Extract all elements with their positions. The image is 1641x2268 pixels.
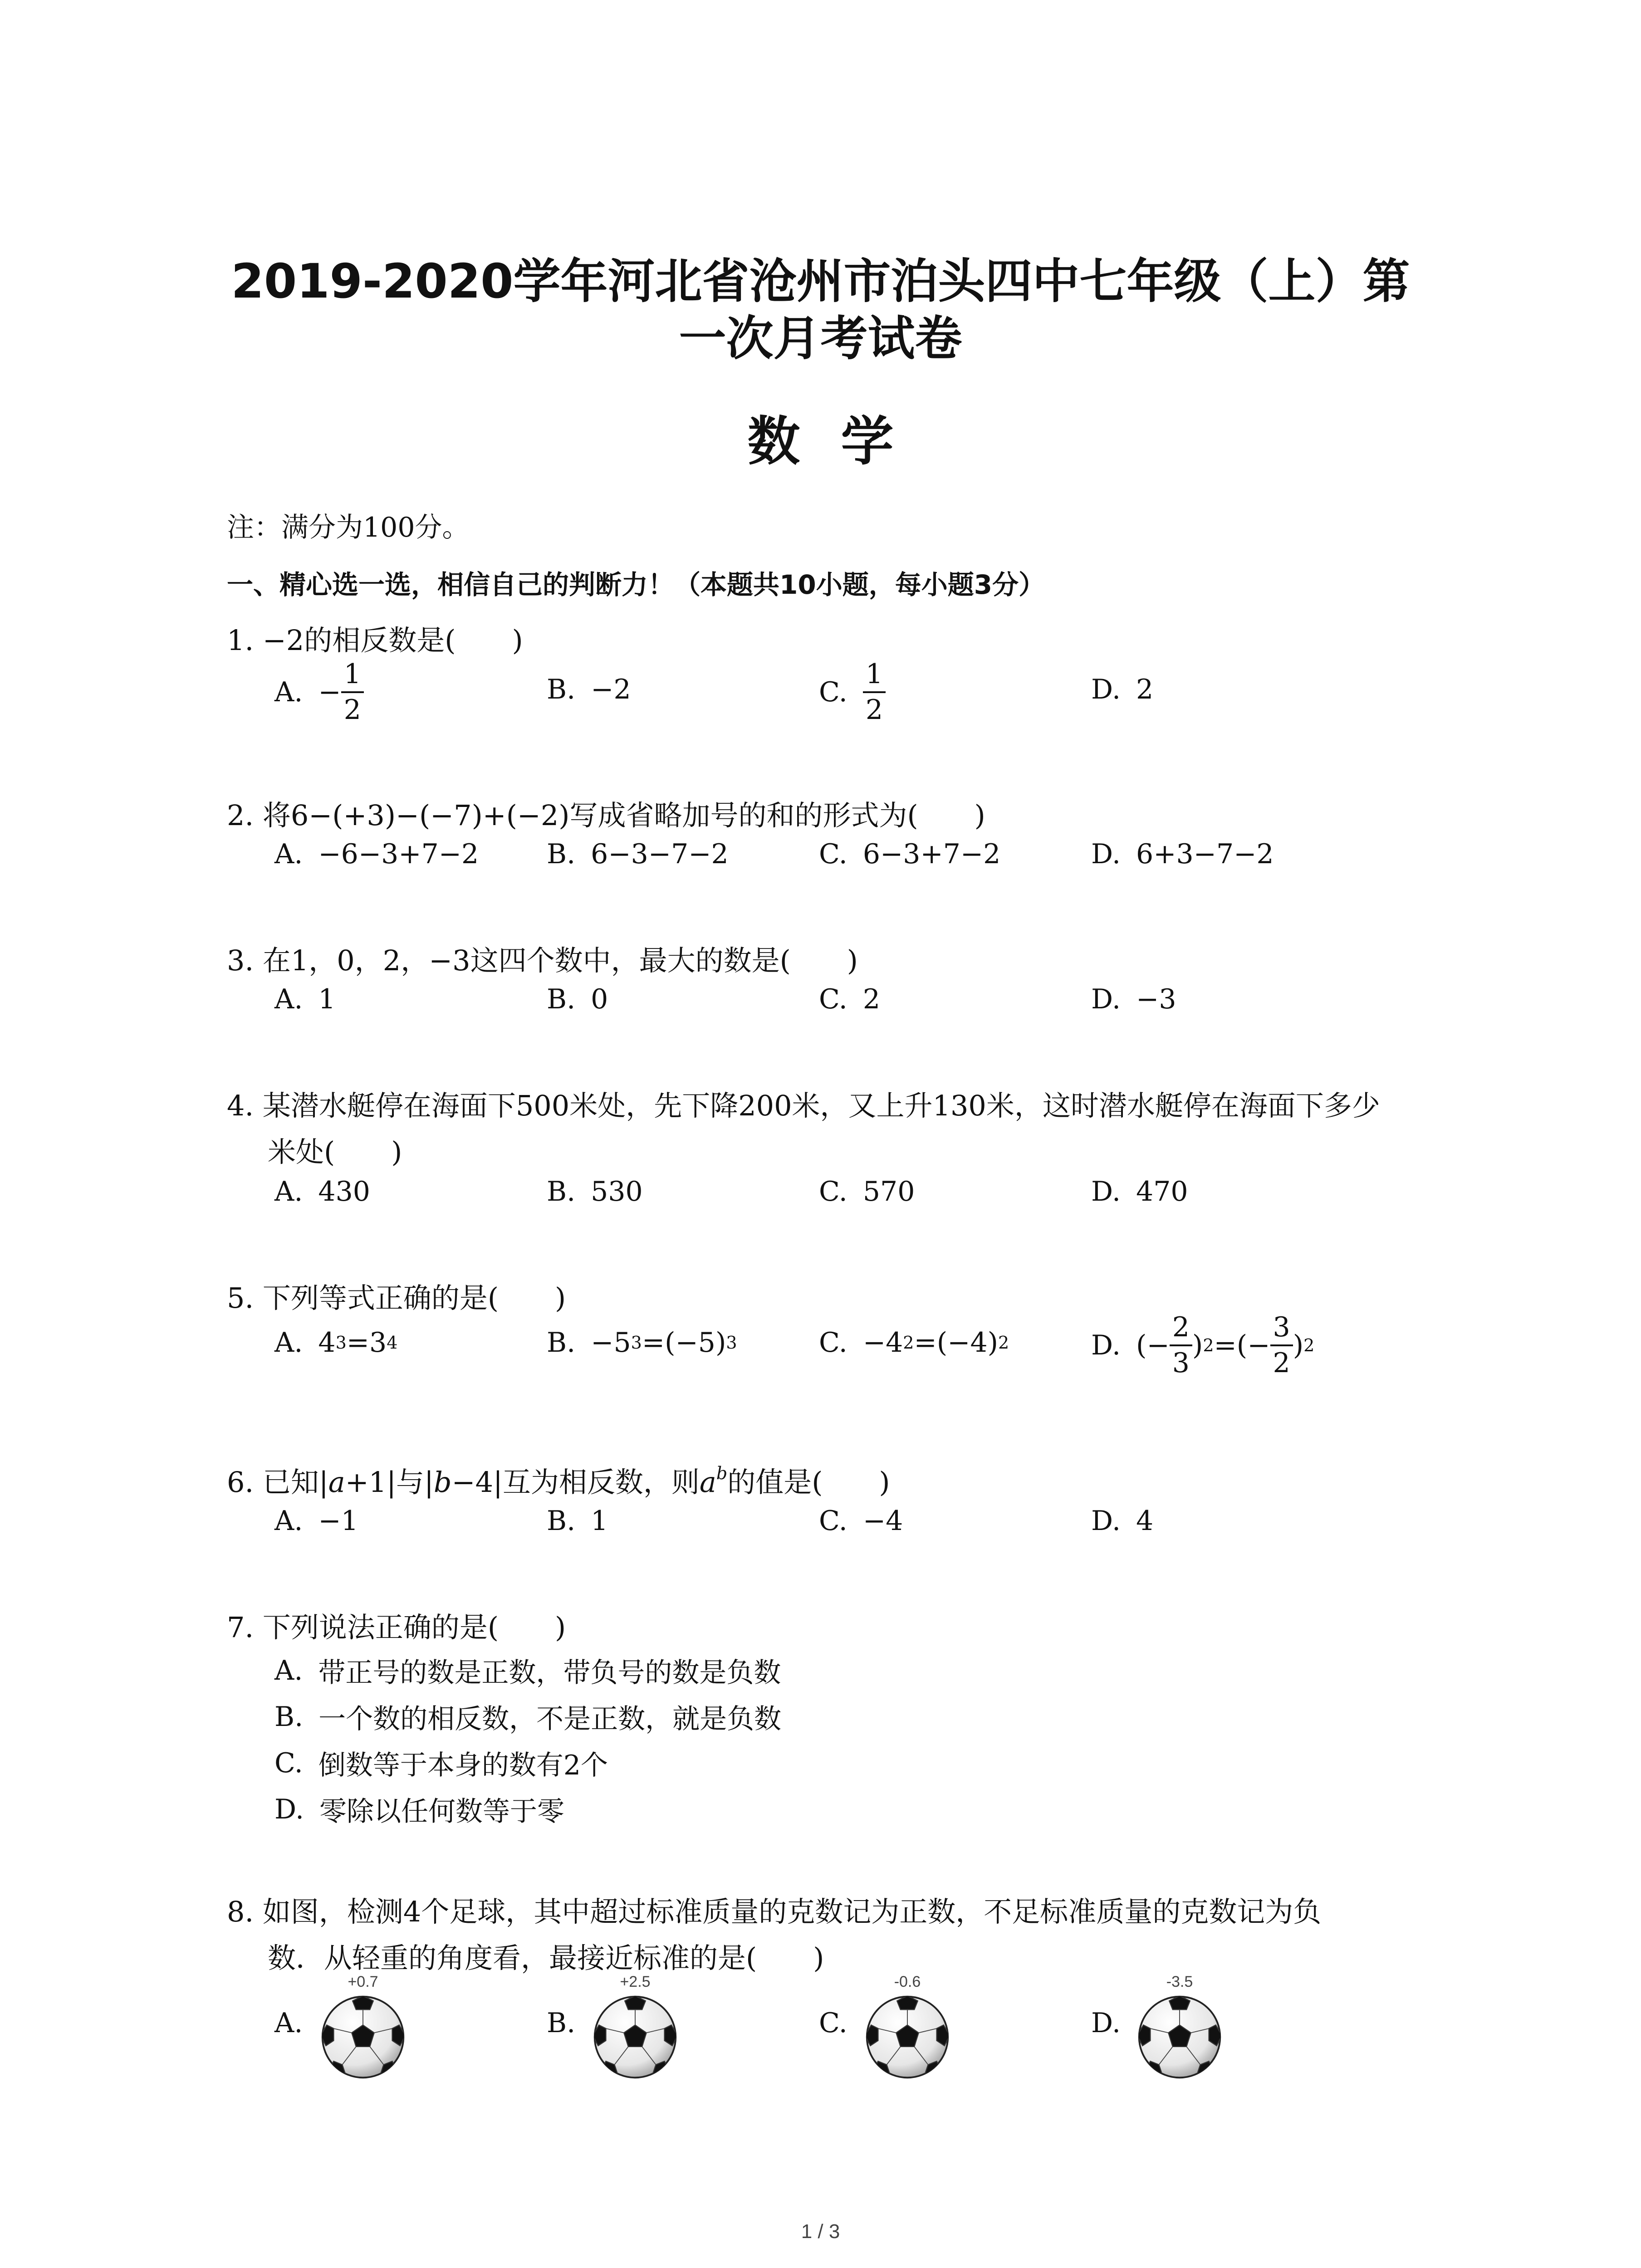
q8-option-a-value: +0.7 [348,1973,378,1990]
q1-option-c-fraction [863,660,886,724]
q1-option-a-label: A. [274,676,303,708]
q5-option-c-label: C. [819,1327,847,1359]
q8-option-d-value: -3.5 [1166,1973,1193,1990]
q2-option-d-label: D. [1091,838,1121,870]
soccer-ball-icon [320,1994,406,2080]
q6-option-c-value: −4 [862,1505,903,1537]
q8-option-a-label: A. [274,2007,303,2039]
question-8-stem-line2: 数．从轻重的角度看，最接近标准的是( ) [268,1941,824,1975]
question-4-stem-line2: 米处( ) [268,1135,402,1168]
q6-option-b [547,1505,608,1537]
q5-d-fraction2 [1270,1313,1293,1378]
q1-option-d [1091,674,1153,705]
q6-stem-post: 的值是( ) [727,1466,890,1499]
q1-option-b-value: −2 [591,674,631,705]
soccer-ball-icon [592,1994,678,2080]
question-2-stem: 2. 将6−(+3)−(−7)+(−2)写成省略加号的和的形式为( ) [227,799,985,832]
q5-option-b-label: B. [547,1327,576,1359]
q8-option-c-label: C. [819,2007,847,2039]
soccer-ball-icon [864,1994,950,2080]
q2-option-a-label: A. [274,838,303,870]
q1-option-d-value: 2 [1136,674,1154,705]
question-3-stem: 3. 在1，0，2，−3这四个数中，最大的数是( ) [227,944,858,977]
q5-option-c: C. −4 2 =(−4) 2 [819,1327,1009,1359]
q2-option-b [547,838,729,870]
question-7-stem: 7. 下列说法正确的是( ) [227,1611,566,1644]
q5-d-den1: 3 [1172,1347,1190,1379]
q6-option-b-value: 1 [591,1505,608,1537]
q3-option-c-value: 2 [862,983,881,1015]
q6-option-d-label: D. [1091,1505,1121,1537]
q5-option-d-label: D. [1091,1330,1121,1361]
question-5-stem: 5. 下列等式正确的是( ) [227,1281,566,1315]
q7-option-c-value: 倒数等于本身的数有2个 [318,1750,608,1781]
q8-option-b-label: B. [547,2007,576,2039]
section-heading: 一、精心选一选，相信自己的判断力！（本题共10小题，每小题3分） [227,569,1045,600]
q7-option-b [274,1697,781,1736]
q5-d-den2: 2 [1273,1347,1290,1379]
q4-option-c-value: 570 [862,1176,915,1207]
question-8-stem-line1: 8. 如图，检测4个足球，其中超过标准质量的克数记为正数，不足标准质量的克数记为负 [227,1895,1322,1928]
q6-var-a: a [328,1466,345,1499]
q7-option-a-value: 带正号的数是正数，带负号的数是负数 [318,1657,781,1689]
q3-option-d [1091,983,1176,1015]
q7-option-b-label: B. [274,1701,304,1733]
page-number: 1 / 3 [801,2220,840,2243]
q2-option-a [274,838,479,870]
q5-d-close1: ) [1192,1330,1203,1361]
score-note: 注：满分为100分。 [227,512,470,543]
question-4-stem-line1: 4. 某潜水艇停在海面下500米处，先下降200米，又上升130米，这时潜水艇停在海面下多少 [227,1089,1380,1122]
q6-option-b-label: B. [547,1505,576,1537]
q5-option-d: D. (− $\frac{2}{3}$ ) 2 =(− $\frac{3}{2}$ ) 2 [1091,1311,1315,1379]
q1-option-d-label: D. [1091,674,1121,705]
q2-option-c-value: 6−3+7−2 [862,838,1001,870]
q2-option-c-label: C. [819,838,847,870]
q4-option-d [1091,1176,1188,1207]
q6-option-a-label: A. [274,1505,303,1537]
q8-option-c-ball [862,1973,953,2087]
q7-option-d-value: 零除以任何数等于零 [319,1796,565,1828]
q5-option-a-label: A. [274,1327,303,1359]
q6-stem-pre: 6. 已知| [227,1466,328,1499]
soccer-ball-icon [1136,1994,1223,2080]
subject-title: 数学 [747,411,935,472]
q6-option-a [274,1505,358,1537]
q3-option-b [547,983,608,1015]
q6-option-d-value: 4 [1136,1505,1154,1537]
q6-option-c-label: C. [819,1505,847,1537]
q7-option-a [274,1651,781,1690]
q5-d-open: (− [1136,1330,1170,1361]
q5-d-eq: =(− [1214,1330,1270,1361]
q1-c-denominator: 2 [865,694,883,726]
q3-option-c-label: C. [819,983,847,1015]
q1-option-c-label: C. [819,676,847,708]
q6-option-c [819,1505,903,1537]
q3-option-b-value: 0 [591,983,608,1015]
question-1-stem: 1. −2的相反数是( ) [227,624,523,657]
q1-a-denominator: 2 [343,694,361,726]
q1-option-b-label: B. [547,674,576,705]
q3-option-b-label: B. [547,983,576,1015]
q6-option-d [1091,1505,1153,1537]
q7-option-c-label: C. [274,1747,303,1779]
q6-pow-base: a [699,1466,716,1499]
q4-option-c [819,1176,915,1207]
q5-a-eq: =3 [346,1327,387,1359]
q6-pow-exp: b [716,1463,728,1483]
q5-c-mid: =(−4) [914,1327,999,1359]
q5-c-pre: −4 [862,1327,903,1359]
q6-stem-mid2: −4|互为相反数，则 [451,1466,700,1499]
q7-option-d-label: D. [274,1794,304,1825]
q5-d-num2: 3 [1270,1313,1293,1346]
q4-option-d-label: D. [1091,1176,1121,1207]
q4-option-c-label: C. [819,1176,847,1207]
q3-option-d-label: D. [1091,983,1121,1015]
q5-a-base: 4 [318,1327,336,1359]
q1-option-a [274,660,364,724]
q7-option-a-label: A. [274,1655,303,1686]
q3-option-d-value: −3 [1136,983,1176,1015]
q5-option-a: A. 4 3 =3 4 [274,1327,398,1359]
q1-option-c [819,660,886,724]
q7-option-b-value: 一个数的相反数，不是正数，就是负数 [318,1703,782,1735]
exam-title-line1: 2019-2020学年河北省沧州市泊头四中七年级（上）第 [231,254,1410,309]
q1-option-a-sign: − [318,676,341,708]
q1-option-b [547,674,631,705]
q2-option-d-value: 6+3−7−2 [1136,838,1274,870]
q2-option-a-value: −6−3+7−2 [318,838,479,870]
q5-b-mid: =(−5) [642,1327,726,1359]
q6-stem-mid1: +1|与| [345,1466,434,1499]
q8-option-b-value: +2.5 [620,1973,651,1990]
q4-option-a-label: A. [274,1176,303,1207]
q5-d-num1: 2 [1170,1313,1192,1346]
q7-option-c [274,1744,608,1783]
q1-c-numerator: 1 [863,660,886,693]
q6-var-b: b [433,1466,452,1499]
q8-option-b-ball [590,1973,681,2087]
q8-option-a-ball [318,1973,408,2087]
q4-option-b-label: B. [547,1176,576,1207]
q4-option-a [274,1176,370,1207]
q5-option-b: B. −5 3 =(−5) 3 [547,1327,737,1359]
q7-option-d [274,1790,564,1829]
q8-option-d-ball [1134,1973,1225,2087]
q4-option-b [547,1176,643,1207]
q4-option-a-value: 430 [318,1176,370,1207]
q2-option-c [819,838,1000,870]
q2-option-b-label: B. [547,838,576,870]
q5-d-close2: ) [1293,1330,1304,1361]
q1-option-a-fraction [341,660,364,724]
q3-option-a-label: A. [274,983,303,1015]
q2-option-d [1091,838,1274,870]
q4-option-b-value: 530 [591,1176,643,1207]
q2-option-b-value: 6−3−7−2 [591,838,729,870]
exam-title-line2: 一次月考试卷 [679,311,962,366]
q1-a-numerator: 1 [341,660,364,693]
question-6-stem [227,1460,890,1500]
q4-option-d-value: 470 [1136,1176,1188,1207]
q3-option-a-value: 1 [318,983,336,1015]
q5-d-fraction1 [1170,1313,1192,1378]
q8-option-d-label: D. [1091,2007,1121,2039]
q3-option-c [819,983,880,1015]
q8-option-c-value: -0.6 [894,1973,921,1990]
q6-option-a-value: −1 [318,1505,358,1537]
q5-b-pre: −5 [591,1327,631,1359]
q3-option-a [274,983,336,1015]
